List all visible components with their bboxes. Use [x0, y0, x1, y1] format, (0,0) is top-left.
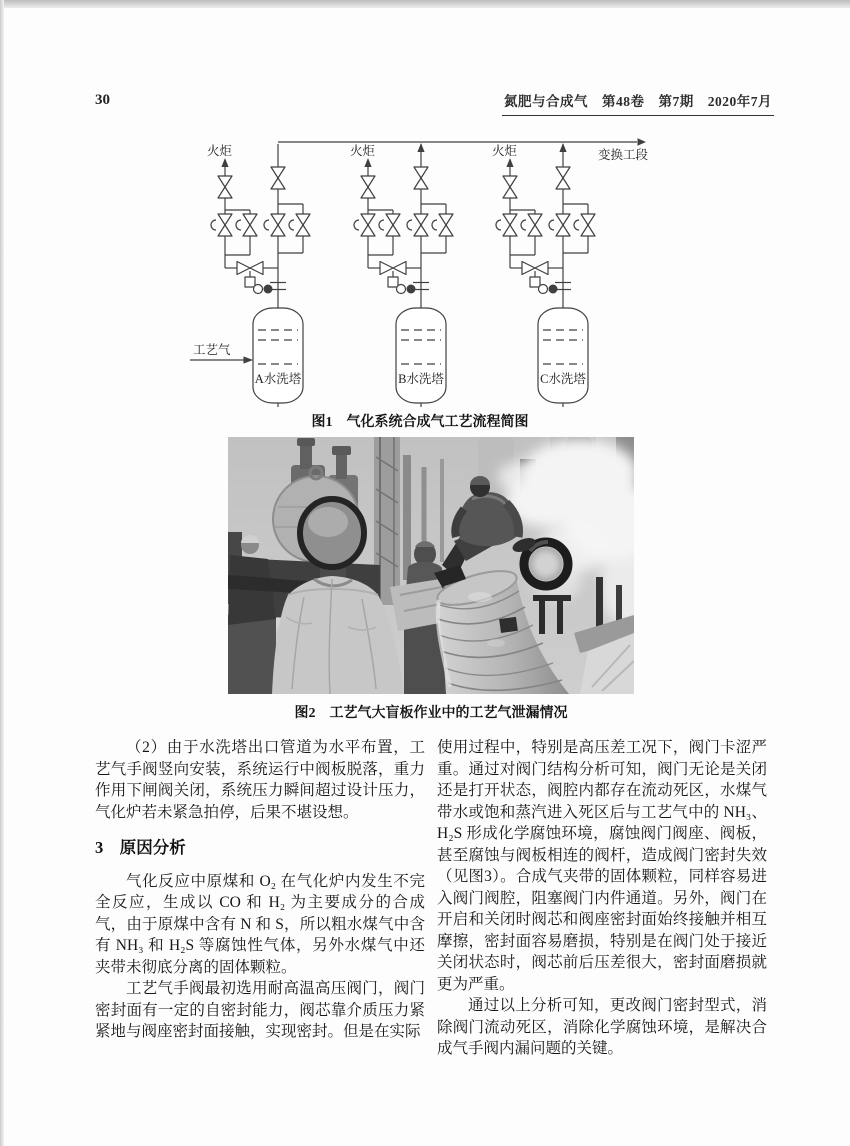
right-column — [437, 737, 767, 1060]
scan-edge-top — [0, 0, 850, 8]
paragraph-corrosion: 使用过程中，特别是高压差工况下，阀门卡涩严重。通过对阀门结构分析可知，阀门无论是关闭还是打开状态，阀腔内都存在流动死区，水煤气带水或饱和蒸汽进入死区后与工艺气中的 NH₃、H₂S 形成化学腐蚀环境，腐蚀阀门阀座、阀板，甚至腐蚀与阀板相连的阀杆，造成阀门密封失效（见图3）。合成气夹带的固体颗粒，同样容易进入阀门阀腔，阻塞阀门内件通道。另外，阀门在开启和关闭时阀芯和阀座密封面始终接触并相互摩擦，密封面容易磨损，特别是在阀门处于接近关闭状态时，阀芯前后压差很大，密封面磨损就更为严重。 — [437, 739, 767, 993]
figure2 — [228, 437, 634, 722]
flare-label: 火炬 — [350, 144, 376, 158]
process-gas-arrow-icon — [244, 356, 254, 363]
valve-unit-c — [496, 144, 595, 407]
valve-unit-a — [211, 144, 310, 407]
figure2-caption: 图2 工艺气大盲板作业中的工艺气泄漏情况 — [294, 706, 568, 721]
figure2-photo — [228, 437, 634, 694]
process-gas-label: 工艺气 — [193, 343, 231, 357]
tower-b-label: B水洗塔 — [398, 372, 444, 386]
paragraph-valve-selection: 工艺气手阀最初选用耐高温高压阀门，阀门密封面有一定的自密封能力，阀芯靠介质压力紧紧地与阀座密封面接触，实现密封。但是在实际 — [95, 980, 425, 1040]
shift-arrow-icon — [638, 138, 647, 146]
shift-section-label: 变换工段 — [597, 148, 648, 162]
journal-header: 氮肥与合成气 第48卷 第7期 2020年7月 — [502, 90, 774, 116]
valve-unit-b — [354, 144, 453, 407]
flare-label: 火炬 — [492, 144, 518, 158]
section-heading-cause-analysis: 3 原因分析 — [95, 838, 186, 857]
figure1 — [185, 138, 655, 431]
paragraph-conclusion: 通过以上分析可知，更改阀门密封型式，消除阀门流动死区，消除化学腐蚀环境，是解决合成气手阀内漏问题的关键。 — [437, 997, 767, 1057]
figure1-caption: 图1 气化系统合成气工艺流程简图 — [311, 415, 529, 430]
article-body — [95, 737, 767, 1060]
page-number: 30 — [95, 92, 110, 108]
tower-c-label: C水洗塔 — [540, 372, 586, 386]
tower-a-label: A水洗塔 — [254, 372, 302, 386]
scan-edge-left — [0, 0, 4, 1146]
paragraph-reaction: 气化反应中原煤和 O₂ 在气化炉内发生不完全反应，生成以 CO 和 H₂ 为主要成分的合成气，由于原煤中含有 N 和 S，所以粗水煤气中含有 NH₃ 和 H₂S 等腐蚀性气体，另外水煤气中还夹带未彻底分离的固体颗粒。 — [95, 872, 425, 976]
paragraph-flow-issue: （2）由于水洗塔出口管道为水平布置，工艺气手阀竖向安装，系统运行中阀板脱落，重力作用下闸阀关闭，系统压力瞬间超过设计压力，气化炉若未紧急拍停，后果不堪设想。 — [95, 739, 425, 821]
left-column — [95, 737, 425, 1060]
figure1-diagram — [185, 138, 655, 408]
flare-label: 火炬 — [207, 144, 233, 158]
